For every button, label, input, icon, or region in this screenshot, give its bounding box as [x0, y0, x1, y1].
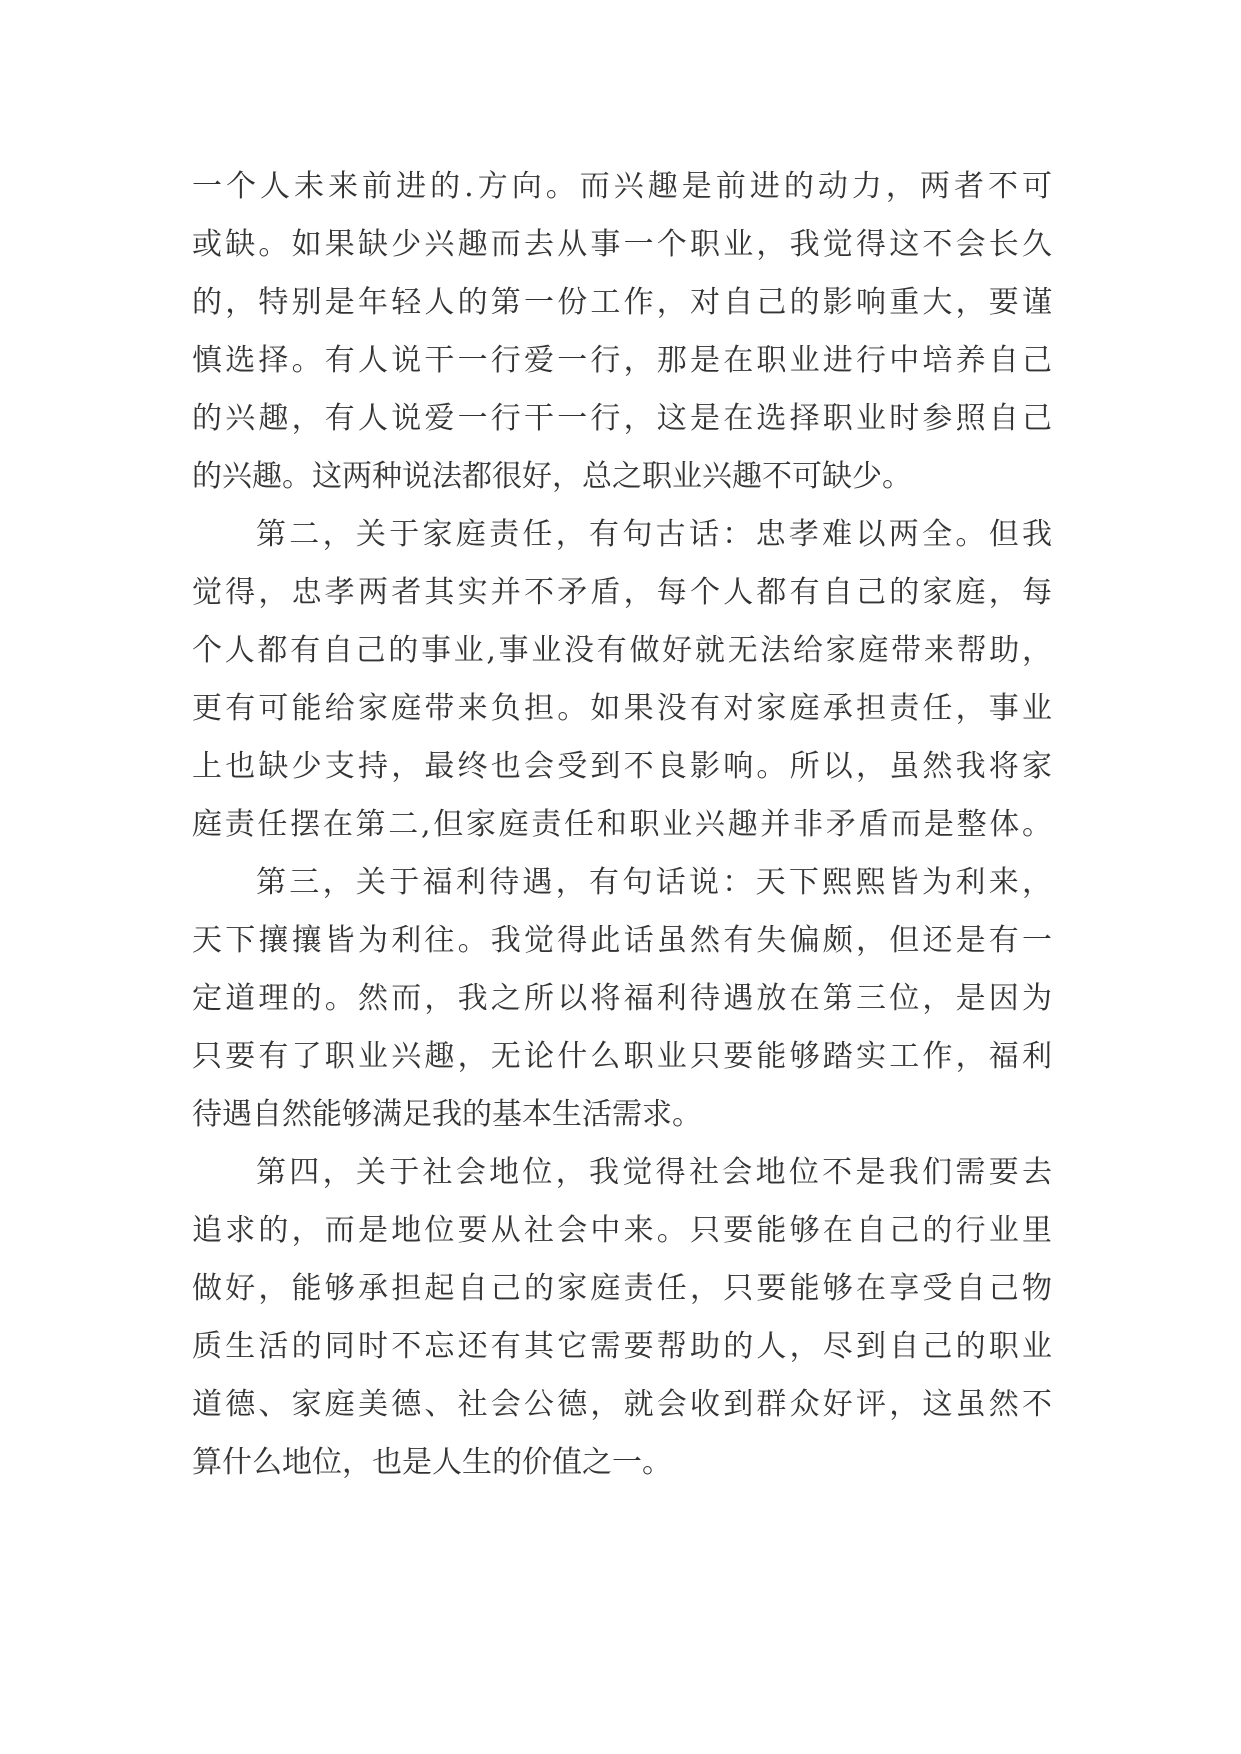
- text-line: 上也缺少支持，最终也会受到不良影响。所以，虽然我将家: [192, 749, 1052, 784]
- text-line: 一个人未来前进的.方向。而兴趣是前进的动力，两者不可: [192, 169, 1052, 204]
- text-line: 的，特别是年轻人的第一份工作，对自己的影响重大，要谨: [192, 285, 1052, 320]
- text-line: 觉得，忠孝两者其实并不矛盾，每个人都有自己的家庭，每: [192, 575, 1052, 610]
- text-line: 道德、家庭美德、社会公德，就会收到群众好评，这虽然不: [192, 1387, 1052, 1422]
- text-line: 追求的，而是地位要从社会中来。只要能够在自己的行业里: [192, 1213, 1052, 1248]
- text-line: 只要有了职业兴趣，无论什么职业只要能够踏实工作，福利: [192, 1039, 1052, 1074]
- body-text: [192, 158, 1052, 1492]
- text-line: 第二，关于家庭责任，有句古话：忠孝难以两全。但我: [256, 517, 1052, 552]
- text-line: 的兴趣。这两种说法都很好，总之职业兴趣不可缺少。: [192, 459, 912, 494]
- text-line: 定道理的。然而，我之所以将福利待遇放在第三位，是因为: [192, 981, 1052, 1016]
- text-line: 个人都有自己的事业,事业没有做好就无法给家庭带来帮助，: [192, 633, 1052, 668]
- text-line: 第四，关于社会地位，我觉得社会地位不是我们需要去: [256, 1155, 1052, 1190]
- text-line: 待遇自然能够满足我的基本生活需求。: [192, 1097, 702, 1132]
- text-line: 质生活的同时不忘还有其它需要帮助的人，尽到自己的职业: [192, 1329, 1052, 1364]
- text-line: 算什么地位，也是人生的价值之一。: [192, 1445, 672, 1480]
- text-line: 第三，关于福利待遇，有句话说：天下熙熙皆为利来，: [256, 865, 1052, 900]
- text-line: 的兴趣，有人说爱一行干一行，这是在选择职业时参照自己: [192, 401, 1052, 436]
- text-line: 慎选择。有人说干一行爱一行，那是在职业进行中培养自己: [192, 343, 1052, 378]
- text-line: 或缺。如果缺少兴趣而去从事一个职业，我觉得这不会长久: [192, 227, 1052, 262]
- text-line: 天下攘攘皆为利往。我觉得此话虽然有失偏颇，但还是有一: [192, 923, 1052, 958]
- text-line: 做好，能够承担起自己的家庭责任，只要能够在享受自己物: [192, 1271, 1052, 1306]
- text-line: 更有可能给家庭带来负担。如果没有对家庭承担责任，事业: [192, 691, 1052, 726]
- text-line: 庭责任摆在第二,但家庭责任和职业兴趣并非矛盾而是整体。: [192, 807, 1052, 842]
